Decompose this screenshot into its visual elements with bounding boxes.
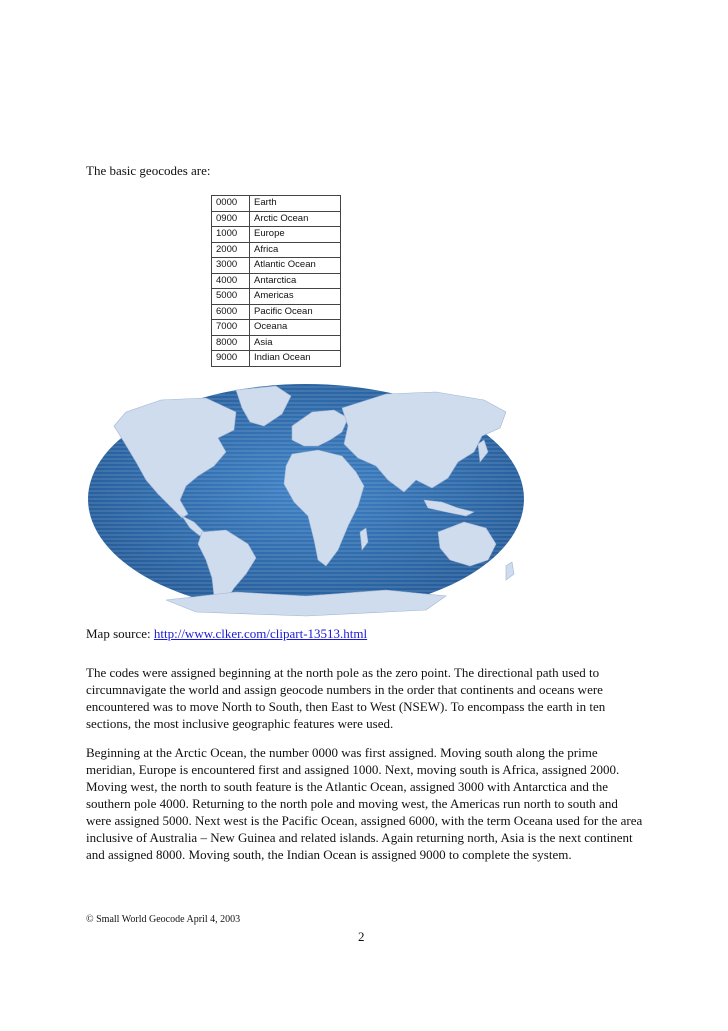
page-number: 2	[358, 929, 365, 944]
geocode-name: Americas	[250, 289, 341, 305]
new-zealand-shape	[506, 562, 514, 580]
map-source	[86, 626, 367, 642]
geocode-row	[212, 242, 341, 258]
geocode-name: Earth	[250, 196, 341, 212]
paragraph-2: Beginning at the Arctic Ocean, the number 0000 was first assigned. Moving south along the prime meridian, Europe is encountered first and assigned 1000. Next, moving south is Africa, assigned 2000. Moving west, the north to south feature is the Atlantic Ocean, assigned 3000 with Antarctica and the southern pole 4000. Returning to the north pole and moving west, the Americas run north to south and were assigned 5000. Next west is the Pacific Ocean, assigned 6000, with the term Oceana used for the area inclusive of Australia – New Guinea and related islands. Again returning north, Asia is the next continent and assigned 8000. Moving south, the Indian Ocean is assigned 9000 to complete the system.	[86, 745, 643, 862]
geocode-code: 6000	[212, 304, 250, 320]
paragraph-1: The codes were assigned beginning at the north pole as the zero point. The directional path used to circumnavigate the world and assign geocode numbers in the order that continents and oceans were encountered was to move North to South, then East to West (NSEW). To encompass the earth in ten sections, the most inclusive geographic features were used.	[86, 665, 606, 731]
geocode-row	[212, 273, 341, 289]
geocode-code: 0900	[212, 211, 250, 227]
map-source-link[interactable]: http://www.clker.com/clipart-13513.html	[153, 626, 368, 641]
geocode-row	[212, 289, 341, 305]
geocode-row	[212, 320, 341, 336]
geocode-code: 5000	[212, 289, 250, 305]
geocode-name: Oceana	[250, 320, 341, 336]
geocode-row	[212, 304, 341, 320]
geocode-name: Pacific Ocean	[250, 304, 341, 320]
footer-copyright: © Small World Geocode April 4, 2003	[86, 914, 241, 925]
geocode-name: Arctic Ocean	[250, 211, 341, 227]
geocode-row	[212, 196, 341, 212]
geocode-code: 1000	[212, 227, 250, 243]
geocode-name: Indian Ocean	[250, 351, 341, 367]
geocode-code: 7000	[212, 320, 250, 336]
geocode-name: Africa	[250, 242, 341, 258]
geocode-row	[212, 335, 341, 351]
geocode-table	[211, 195, 341, 367]
geocode-table-body	[212, 196, 341, 367]
geocode-code: 2000	[212, 242, 250, 258]
world-map-image	[86, 382, 526, 617]
geocode-name: Asia	[250, 335, 341, 351]
geocode-code: 3000	[212, 258, 250, 274]
geocode-code: 9000	[212, 351, 250, 367]
intro-text: The basic geocodes are:	[86, 163, 211, 178]
geocode-code: 8000	[212, 335, 250, 351]
geocode-row	[212, 258, 341, 274]
geocode-row	[212, 351, 341, 367]
geocode-code: 0000	[212, 196, 250, 212]
geocode-name: Atlantic Ocean	[250, 258, 341, 274]
geocode-name: Europe	[250, 227, 341, 243]
geocode-name: Antarctica	[250, 273, 341, 289]
map-source-label: Map source:	[86, 626, 154, 641]
world-map	[86, 382, 526, 617]
geocode-row	[212, 227, 341, 243]
geocode-code: 4000	[212, 273, 250, 289]
geocode-row	[212, 211, 341, 227]
